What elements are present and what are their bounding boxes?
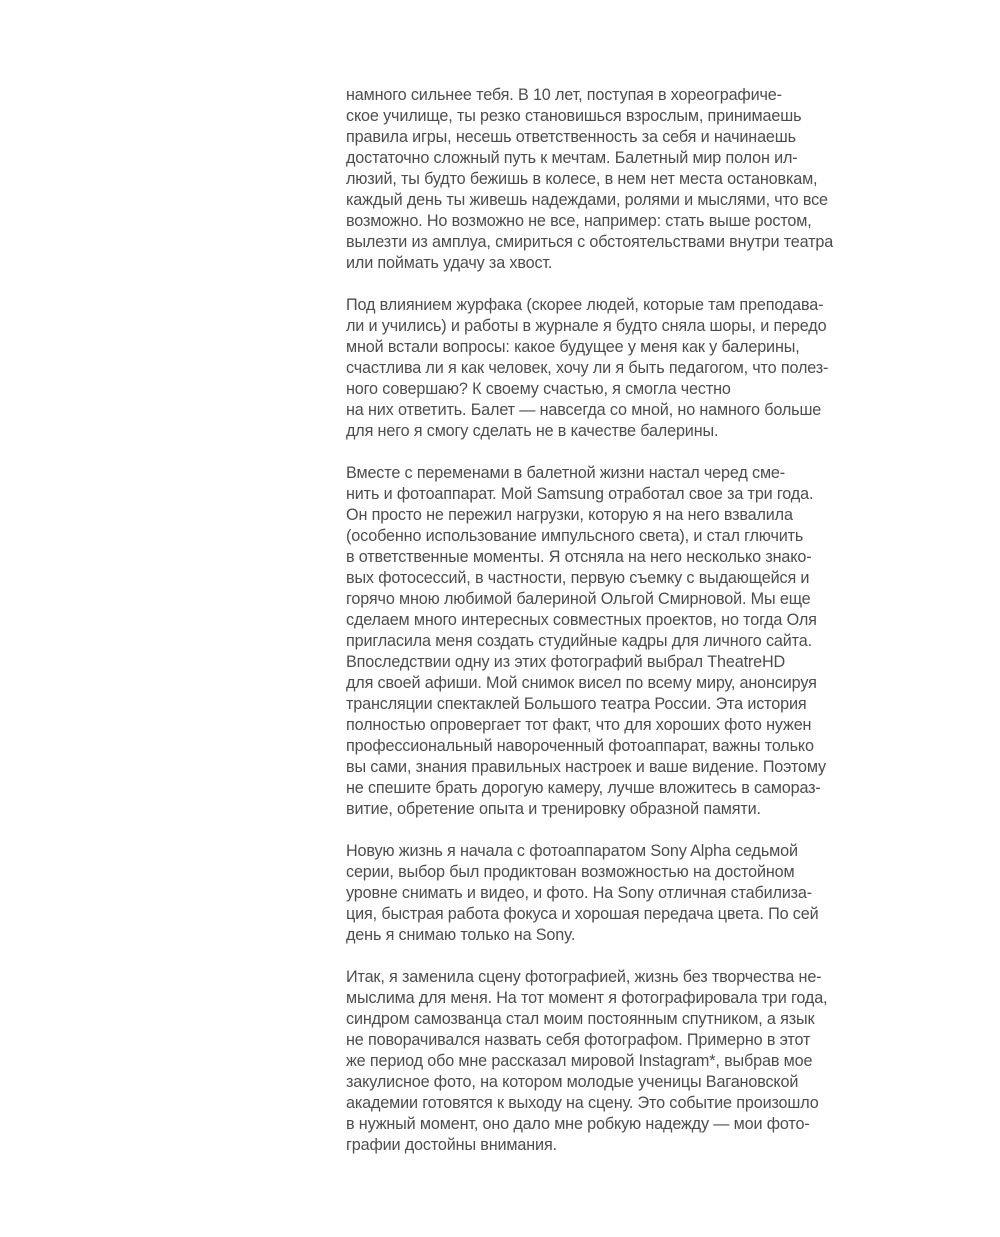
text-line: каждый день ты живешь надеждами, ролями и мыслями, что все xyxy=(346,191,828,209)
text-line: возможно. Но возможно не все, например: стать выше ростом, xyxy=(346,212,812,230)
text-line: витие, обретение опыта и тренировку образной памяти. xyxy=(346,800,761,818)
text-line: синдром самозванца стал моим постоянным спутником, а язык xyxy=(346,1010,815,1028)
text-line: трансляции спектаклей Большого театра России. Эта история xyxy=(346,695,807,713)
text-line: или поймать удачу за хвост. xyxy=(346,254,553,272)
paragraph-ballet-childhood xyxy=(346,85,834,274)
text-line: серии, выбор был продиктован возможностью на достойном xyxy=(346,863,795,881)
text-line: академии готовятся к выходу на сцену. Это событие произошло xyxy=(346,1094,819,1112)
text-line: Впоследствии одну из этих фотографий выбрал TheatreHD xyxy=(346,653,786,671)
text-line: на них ответить. Балет — навсегда со мной, но намного больше xyxy=(346,401,822,419)
paragraph-camera-change xyxy=(346,463,830,820)
text-line: вылезти из амплуа, смириться с обстоятельствами внутри театра xyxy=(346,233,834,251)
text-line: Новую жизнь я начала с фотоаппаратом Sony Alpha седьмой xyxy=(346,842,798,860)
text-line: в ответственные моменты. Я отсняла на него несколько знако- xyxy=(346,548,812,566)
text-line: достаточно сложный путь к мечтам. Балетный мир полон ил- xyxy=(346,149,798,167)
text-line: вых фотосессий, в частности, первую съемку с выдающейся и xyxy=(346,569,810,587)
text-line: для него я смогу сделать не в качестве балерины. xyxy=(346,422,719,440)
text-line: люзий, ты будто бежишь в колесе, в нем нет места остановкам, xyxy=(346,170,818,188)
text-line: ного совершаю? К своему счастью, я смогла честно xyxy=(346,380,731,398)
text-line: мной встали вопросы: какое будущее у меня как у балерины, xyxy=(346,338,800,356)
text-line: ция, быстрая работа фокуса и хорошая передача цвета. По сей xyxy=(346,905,819,923)
paragraph-sony-alpha xyxy=(346,841,830,946)
text-line: нить и фотоаппарат. Мой Samsung отработал свое за три года. xyxy=(346,485,814,503)
text-line: для своей афиши. Мой снимок висел по всему миру, анонсируя xyxy=(346,674,817,692)
text-line: не спешите брать дорогую камеру, лучше вложитесь в самораз- xyxy=(346,779,821,797)
text-line: намного сильнее тебя. В 10 лет, поступая в хореографиче- xyxy=(346,86,782,104)
text-line: пригласила меня создать студийные кадры для личного сайта. xyxy=(346,632,812,650)
text-line: сделаем много интересных совместных проектов, но тогда Оля xyxy=(346,611,817,629)
body-text xyxy=(346,85,834,1156)
text-line: ли и учились) и работы в журнале я будто сняла шоры, и передо xyxy=(346,317,827,335)
text-line: ское училище, ты резко становишься взрослым, принимаешь xyxy=(346,107,802,125)
text-line: полностью опровергает тот факт, что для хороших фото нужен xyxy=(346,716,812,734)
text-line: не поворачивался назвать себя фотографом. Примерно в этот xyxy=(346,1031,811,1049)
text-line: (особенно использование импульсного света), и стал глючить xyxy=(346,527,804,545)
text-line: уровне снимать и видео, и фото. На Sony отличная стабилиза- xyxy=(346,884,813,902)
text-line: Итак, я заменила сцену фотографией, жизнь без творчества не- xyxy=(346,968,822,986)
text-line: Под влиянием журфака (скорее людей, которые там преподава- xyxy=(346,296,824,314)
text-line: горячо мною любимой балериной Ольгой Смирновой. Мы еще xyxy=(346,590,811,608)
text-line: вы сами, знания правильных настроек и ваше видение. Поэтому xyxy=(346,758,826,776)
text-line: же период обо мне рассказал мировой Instagram*, выбрав мое xyxy=(346,1052,813,1070)
text-line: графии достойны внимания. xyxy=(346,1136,557,1154)
text-line: правила игры, несешь ответственность за себя и начинаешь xyxy=(346,128,796,146)
paragraph-journalism xyxy=(346,295,830,442)
text-line: мыслима для меня. На тот момент я фотографировала три года, xyxy=(346,989,828,1007)
text-line: Он просто не пережил нагрузки, которую я на него взвалила xyxy=(346,506,793,524)
text-line: профессиональный навороченный фотоаппарат, важны только xyxy=(346,737,814,755)
paragraph-photography-life xyxy=(346,967,830,1156)
text-line: закулисное фото, на котором молодые ученицы Вагановской xyxy=(346,1073,799,1091)
text-line: день я снимаю только на Sony. xyxy=(346,926,576,944)
text-line: счастлива ли я как человек, хочу ли я быть педагогом, что полез- xyxy=(346,359,829,377)
text-line: Вместе с переменами в балетной жизни настал черед сме- xyxy=(346,464,786,482)
text-line: в нужный момент, оно дало мне робкую надежду — мои фото- xyxy=(346,1115,810,1133)
